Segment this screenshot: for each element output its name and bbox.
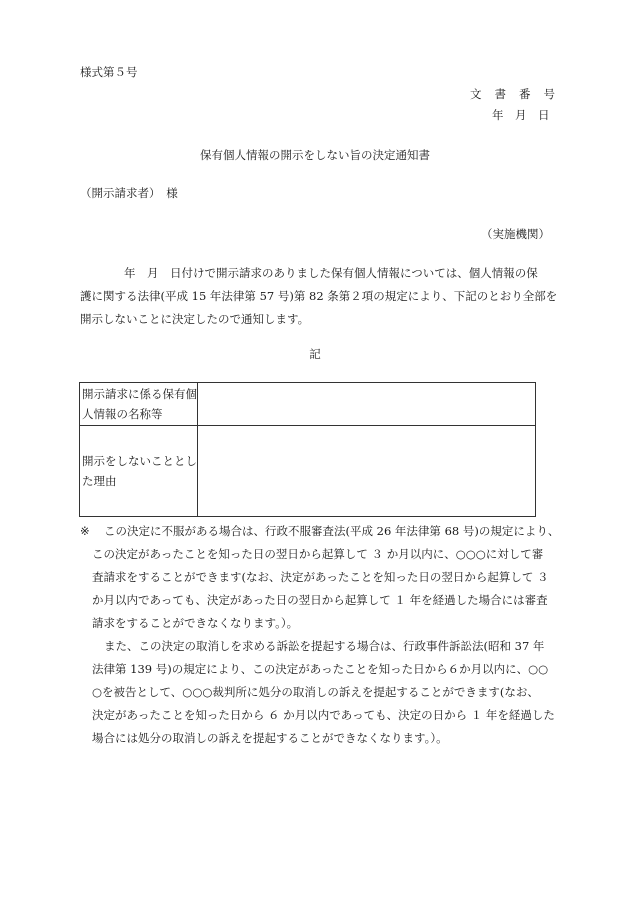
reason-value bbox=[198, 426, 536, 517]
body-line bbox=[80, 262, 550, 285]
note-line: 法律第 139 号)の規定により、この決定があったことを知った日から６か月以内に、○○ bbox=[92, 662, 549, 676]
addressee: （開示請求者） 様 bbox=[80, 186, 178, 200]
label-line: 開示をしないこととし bbox=[82, 454, 197, 468]
note-line: 決定があったことを知った日から ６ か月以内であっても、決定の日から １ 年を経過した bbox=[92, 708, 555, 722]
reason-label bbox=[80, 426, 198, 517]
body-line: 護に関する法律(平成 15 年法律第 57 号)第 82 条第２項の規定により、下記のとおり全部を bbox=[80, 289, 558, 303]
form-number: 様式第５号 bbox=[80, 65, 138, 79]
note-line: 場合には処分の取消しの訴えを提起することができなくなります。）。 bbox=[92, 731, 448, 745]
note-text: また、この決定の取消しを求める訴訟を提起する場合は、行政事件訴訟法(昭和 37 年 bbox=[104, 639, 545, 653]
date-line bbox=[492, 107, 561, 123]
body-paragraph bbox=[80, 262, 558, 331]
date-month-label: 月 bbox=[515, 108, 527, 122]
date-year-label: 年 bbox=[492, 108, 504, 122]
request-info-label bbox=[80, 383, 198, 426]
label-line: 開示請求に係る保有個 bbox=[82, 387, 197, 401]
body-line: 開示しないことに決定したので通知します。 bbox=[80, 312, 310, 326]
note-text: この決定に不服がある場合は、行政不服審査法(平成 26 年法律第 68 号)の規定により、 bbox=[104, 524, 560, 538]
info-table bbox=[79, 382, 536, 517]
request-info-value bbox=[198, 383, 536, 426]
label-line: 人情報の名称等 bbox=[82, 407, 163, 421]
notes-section bbox=[80, 520, 560, 750]
note-mark: ※ bbox=[80, 524, 90, 538]
issuing-agency: （実施機関） bbox=[481, 227, 550, 241]
body-line-text: 年 月 日付けで開示請求のありました保有個人情報については、個人情報の保 bbox=[124, 266, 538, 280]
note-line: この決定があったことを知った日の翌日から起算して ３ か月以内に、○○○に対して審 bbox=[92, 547, 544, 561]
note-line: 請求をすることができなくなります。）。 bbox=[92, 616, 299, 630]
date-day-label: 日 bbox=[538, 108, 550, 122]
ki-heading: 記 bbox=[309, 347, 321, 361]
document-title: 保有個人情報の開示をしない旨の決定通知書 bbox=[200, 148, 430, 162]
label-line: た理由 bbox=[82, 474, 117, 488]
document-number-label: 文書番号 bbox=[470, 87, 568, 101]
table-row bbox=[80, 383, 536, 426]
table-row bbox=[80, 426, 536, 517]
note-line bbox=[80, 635, 560, 658]
note-line: か月以内であっても、決定があった日の翌日から起算して １ 年を経過した場合には審査 bbox=[92, 593, 548, 607]
note-line: ○を被告として、○○○裁判所に処分の取消しの訴えを提起することができます(なお、 bbox=[92, 685, 539, 699]
note-line: 査請求をすることができます(なお、決定があったことを知った日の翌日から起算して ３ bbox=[92, 570, 549, 584]
note-line bbox=[80, 520, 560, 543]
